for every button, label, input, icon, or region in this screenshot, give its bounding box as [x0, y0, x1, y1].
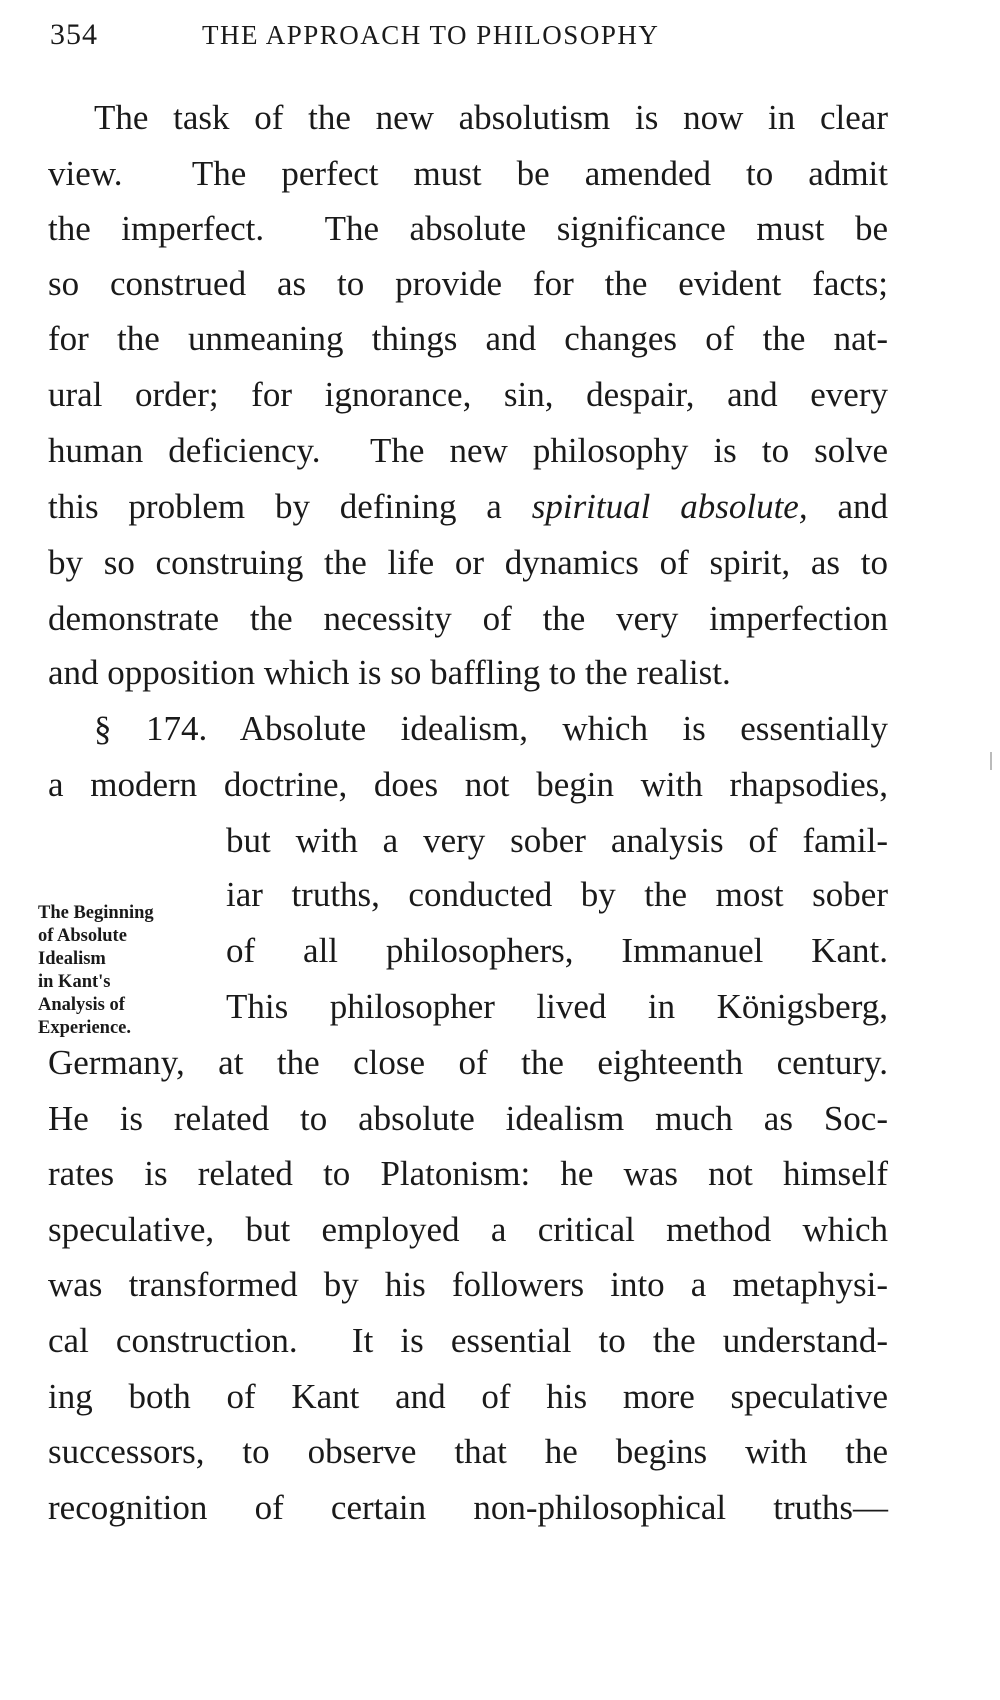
text-line: This philosopher lived in Königsberg,	[226, 987, 888, 1026]
text-line: but with a very sober analysis of famil-	[226, 821, 888, 860]
text-line: He is related to absolute idealism much as Soc-	[48, 1099, 888, 1138]
text-line: human deficiency. The new philosophy is to solve	[48, 431, 888, 470]
text-line: § 174. Absolute idealism, which is essentially	[94, 709, 888, 748]
running-title: THE APPROACH TO PHILOSOPHY	[202, 20, 660, 50]
text-line: Germany, at the close of the eighteenth century.	[48, 1043, 888, 1082]
text-line: ing both of Kant and of his more speculative	[48, 1377, 888, 1416]
text-line: iar truths, conducted by the most sober	[226, 875, 888, 914]
text-line: was transformed by his followers into a metaphysi-	[48, 1265, 888, 1304]
page-number: 354	[50, 18, 98, 51]
page-edge-mark	[990, 752, 992, 770]
sidenote-line: in Kant's	[38, 972, 111, 992]
text-line: a modern doctrine, does not begin with rhapsodies,	[48, 765, 888, 804]
sidenote-line: Experience.	[38, 1018, 131, 1038]
text-line: successors, to observe that he begins with the	[48, 1432, 888, 1471]
text-segment: this problem by defining a	[48, 487, 532, 526]
text-line: rates is related to Platonism: he was not himself	[48, 1154, 888, 1193]
sidenote-line: The Beginning	[38, 903, 154, 923]
sidenote-line: of Absolute	[38, 926, 127, 946]
text-line: The task of the new absolutism is now in clear	[94, 98, 888, 137]
running-head	[50, 18, 940, 58]
text-segment: and	[807, 487, 888, 526]
text-line: speculative, but employed a critical method which	[48, 1210, 888, 1249]
sidenote-line: Analysis of	[38, 995, 125, 1015]
text-line: view. The perfect must be amended to admit	[48, 154, 888, 193]
text-line	[48, 486, 888, 528]
text-line: cal construction. It is essential to the understand-	[48, 1321, 888, 1360]
text-line: demonstrate the necessity of the very imperfection	[48, 599, 888, 638]
sidenote-line: Idealism	[38, 949, 106, 969]
text-line: the imperfect. The absolute significance must be	[48, 209, 888, 248]
text-line: so construed as to provide for the evident facts;	[48, 264, 888, 303]
text-line: ural order; for ignorance, sin, despair, and every	[48, 375, 888, 414]
text-line: and opposition which is so baffling to the realist.	[48, 653, 731, 692]
text-line: by so construing the life or dynamics of spirit, as to	[48, 543, 888, 582]
text-line: of all philosophers, Immanuel Kant.	[226, 931, 888, 970]
text-line: for the unmeaning things and changes of the nat-	[48, 319, 888, 358]
italic-phrase: spiritual absolute,	[531, 487, 808, 526]
margin-sidenote	[38, 902, 228, 1040]
text-line: recognition of certain non-philosophical truths—	[48, 1488, 888, 1527]
